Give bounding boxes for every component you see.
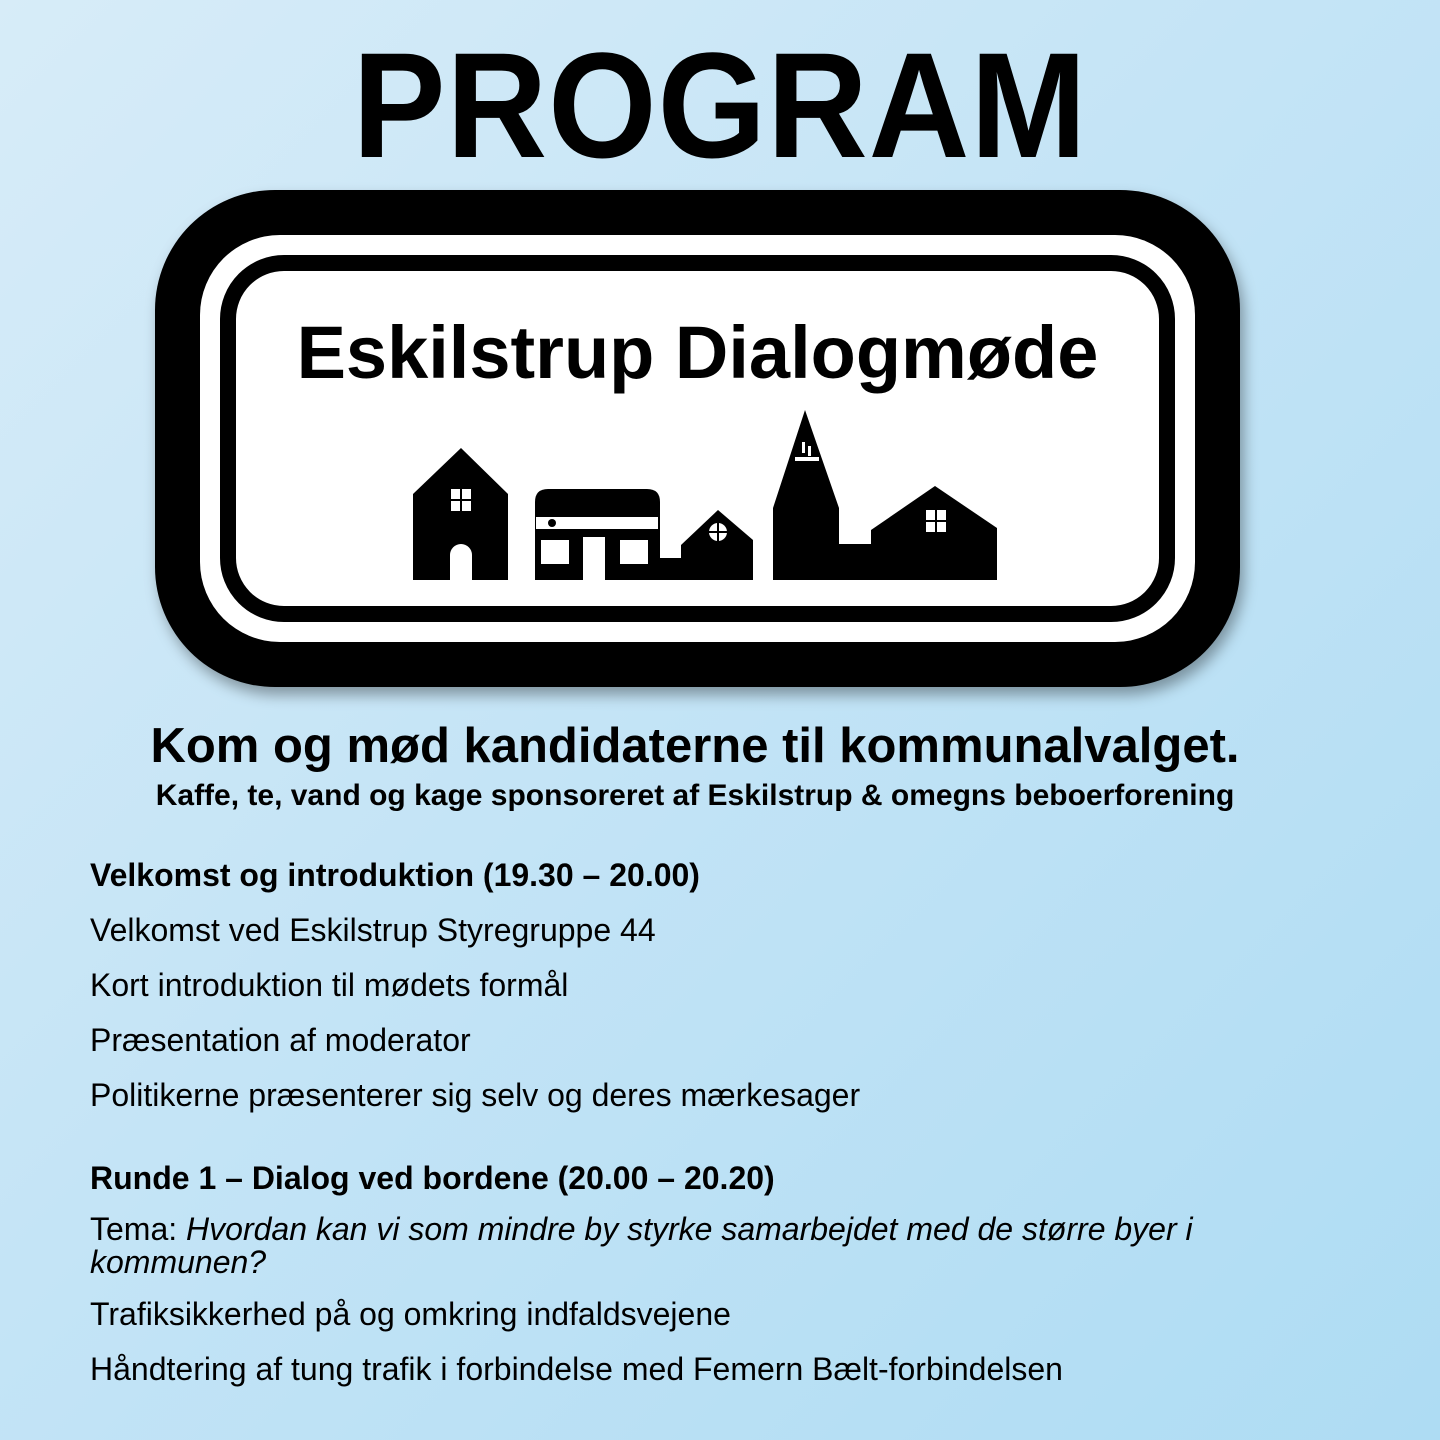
- sponsor-line: Kaffe, te, vand og kage sponsoreret af Eskilstrup & omegns beboerforening: [155, 779, 1235, 812]
- section-title: Velkomst og introduktion (19.30 – 20.00): [90, 857, 700, 893]
- small-house-icon: [681, 510, 753, 580]
- list-item: Trafiksikkerhed på og omkring indfaldsvejene: [90, 1296, 731, 1332]
- farmhouse-icon: [871, 486, 997, 580]
- topic-label: Tema:: [90, 1211, 187, 1247]
- church-icon: [773, 410, 873, 580]
- town-skyline: [155, 190, 1240, 687]
- section-round-1: [90, 1158, 1340, 1389]
- topic-item: [90, 1213, 1340, 1279]
- list-item: Håndtering af tung trafik i forbindelse med Femern Bælt-forbindelsen: [90, 1351, 1063, 1387]
- list-item: Præsentation af moderator: [90, 1022, 471, 1058]
- sign-title: Eskilstrup Dialogmøde: [296, 311, 1099, 394]
- list-item: Kort introduktion til mødets formål: [90, 967, 569, 1003]
- section-title: Runde 1 – Dialog ved bordene (20.00 – 20.20): [90, 1160, 775, 1196]
- section-welcome: [90, 855, 1340, 1115]
- headline: Kom og mød kandidaterne til kommunalvalget.: [150, 719, 1240, 773]
- program-title: PROGRAM: [352, 21, 1088, 189]
- program-list: [90, 855, 1340, 1404]
- shop-icon: [535, 489, 660, 580]
- topic-text: Hvordan kan vi som mindre by styrke samarbejdet med de større byer i kommunen?: [90, 1211, 1193, 1280]
- low-annex-shape: [655, 558, 685, 580]
- list-item: Politikerne præsenterer sig selv og deres mærkesager: [90, 1077, 861, 1113]
- house-icon: [413, 448, 508, 580]
- list-item: Velkomst ved Eskilstrup Styregruppe 44: [90, 912, 656, 948]
